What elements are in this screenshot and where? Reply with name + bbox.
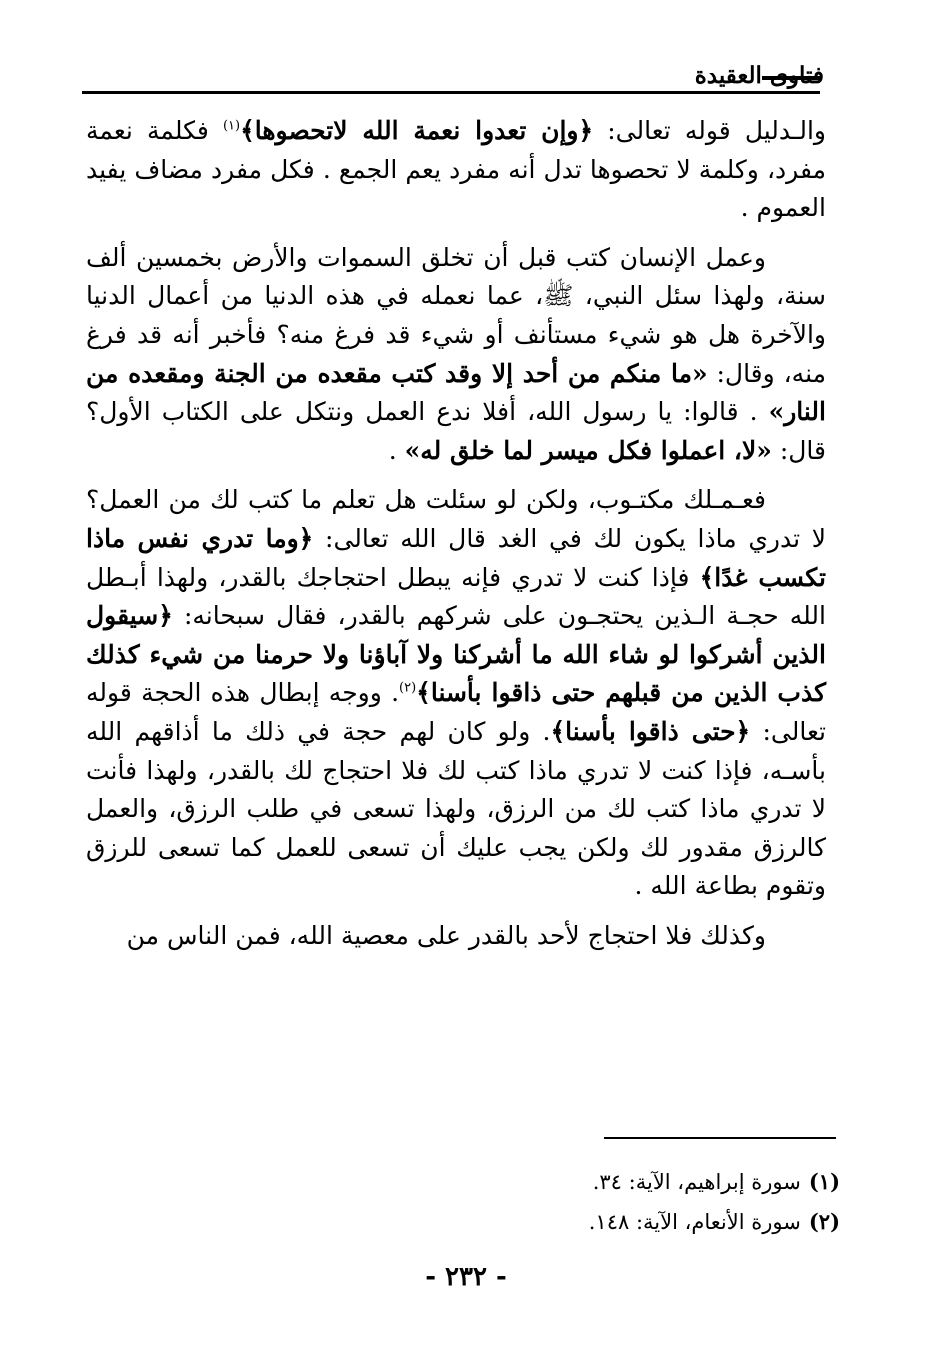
quoted-text: ﴿سيقول الذين أشركوا لو شاء الله ما أشركنا ولا آباؤنا ولا حرمنا من شيء كذلك كذب الذين من قبلهم حتى ذاقوا بأسنا﴾ xyxy=(86,601,826,708)
footnote-reference: (٢) xyxy=(399,680,417,696)
body-text xyxy=(86,112,826,966)
text-segment: فإذا كنت لا تدري فإنه يبطل احتجاجك بالقدر، ولهذا أبـطل الله حجـة الـذين يحتجـون على شركهم بالقدر، فقال سبحانه: xyxy=(86,562,826,631)
running-header-title: فتاوى العقيدة xyxy=(694,62,824,89)
text-segment: وكذلك فلا احتجاج لأحد بالقدر على معصية الله، فمن الناس من xyxy=(126,920,766,950)
quoted-text: «لا، اعملوا فكل ميسر لما خلق له» xyxy=(404,435,772,465)
footnotes xyxy=(140,1162,840,1242)
footnote-number: (٢) xyxy=(808,1209,840,1234)
text-segment: فعـمـلك مكتـوب، ولكن لو سئلت هل تعلم ما كتب لك من العمل؟ لا تدري ماذا يكون لك في الغد قال الله تعالى: xyxy=(86,485,826,553)
paragraph-4 xyxy=(86,917,826,956)
quoted-text: ﴿حتى ذاقوا بأسنا﴾ xyxy=(550,716,751,746)
text-segment: . ووجه إبطال هذه الحجة قوله تعالى: xyxy=(86,678,826,746)
paragraph-1 xyxy=(86,112,826,228)
quoted-text: ﴿وما تدري نفس ماذا تكسب غدًا﴾ xyxy=(86,523,826,592)
quoted-text: ﴿وإن تعدوا نعمة الله لاتحصوها﴾ xyxy=(240,116,594,145)
footnote-reference: (١) xyxy=(222,118,241,134)
text-segment: وعمل الإنسان كتب قبل أن تخلق السموات والأرض بخمسين ألف سنة، ولهذا سئل النبي، ﷺ، عما نعمله في هذه الدنيا من أعمال الدنيا والآخرة هل هو شيء مستأنف أو شيء قد فرغ منه؟ فأخبر أنه قد فرغ منه، وقال: xyxy=(86,242,827,388)
page-number: - ٢٣٢ - xyxy=(425,1262,507,1292)
footnote-2 xyxy=(140,1202,840,1242)
text-segment: . قالوا: يا رسول الله، أفلا ندع العمل ونتكل على الكتاب الأول؟ قال: xyxy=(86,397,826,465)
paragraph-2 xyxy=(86,239,826,471)
footnote-1 xyxy=(140,1162,840,1202)
quoted-text: «ما منكم من أحد إلا وقد كتب مقعده من الجنة ومقعده من النار» xyxy=(86,358,826,427)
text-segment: . ولو كان لهم حجة في ذلك ما أذاقهم الله بأسـه، فإذا كنت لا تدري ماذا كتب لك فلا احتجاج لك بالقدر، ولهذا فأنت لا تدري ماذا كتب لك من الرزق، ولهذا تسعى في طلب الرزق، والعمل كالرزق مقدور لك ولكن يجب عليك أن تسعى للعمل كما تسعى للرزق وتقوم بطاعة الله . xyxy=(86,716,826,901)
text-segment: فكلمة نعمة مفرد، وكلمة لا تحصوها تدل أنه مفرد يعم الجمع . فكل مفرد مضاف يفيد العموم . xyxy=(86,116,826,223)
footnote-number: (١) xyxy=(808,1169,840,1194)
footnote-text: سورة إبراهيم، الآية: ٣٤. xyxy=(592,1170,801,1194)
text-segment: والـدليل قوله تعالى: xyxy=(593,116,826,145)
text-segment: . xyxy=(388,435,405,465)
footnote-text: سورة الأنعام، الآية: ١٤٨. xyxy=(588,1210,801,1234)
footnote-separator xyxy=(604,1137,836,1139)
paragraph-3 xyxy=(86,481,826,906)
header-rule xyxy=(82,91,820,94)
